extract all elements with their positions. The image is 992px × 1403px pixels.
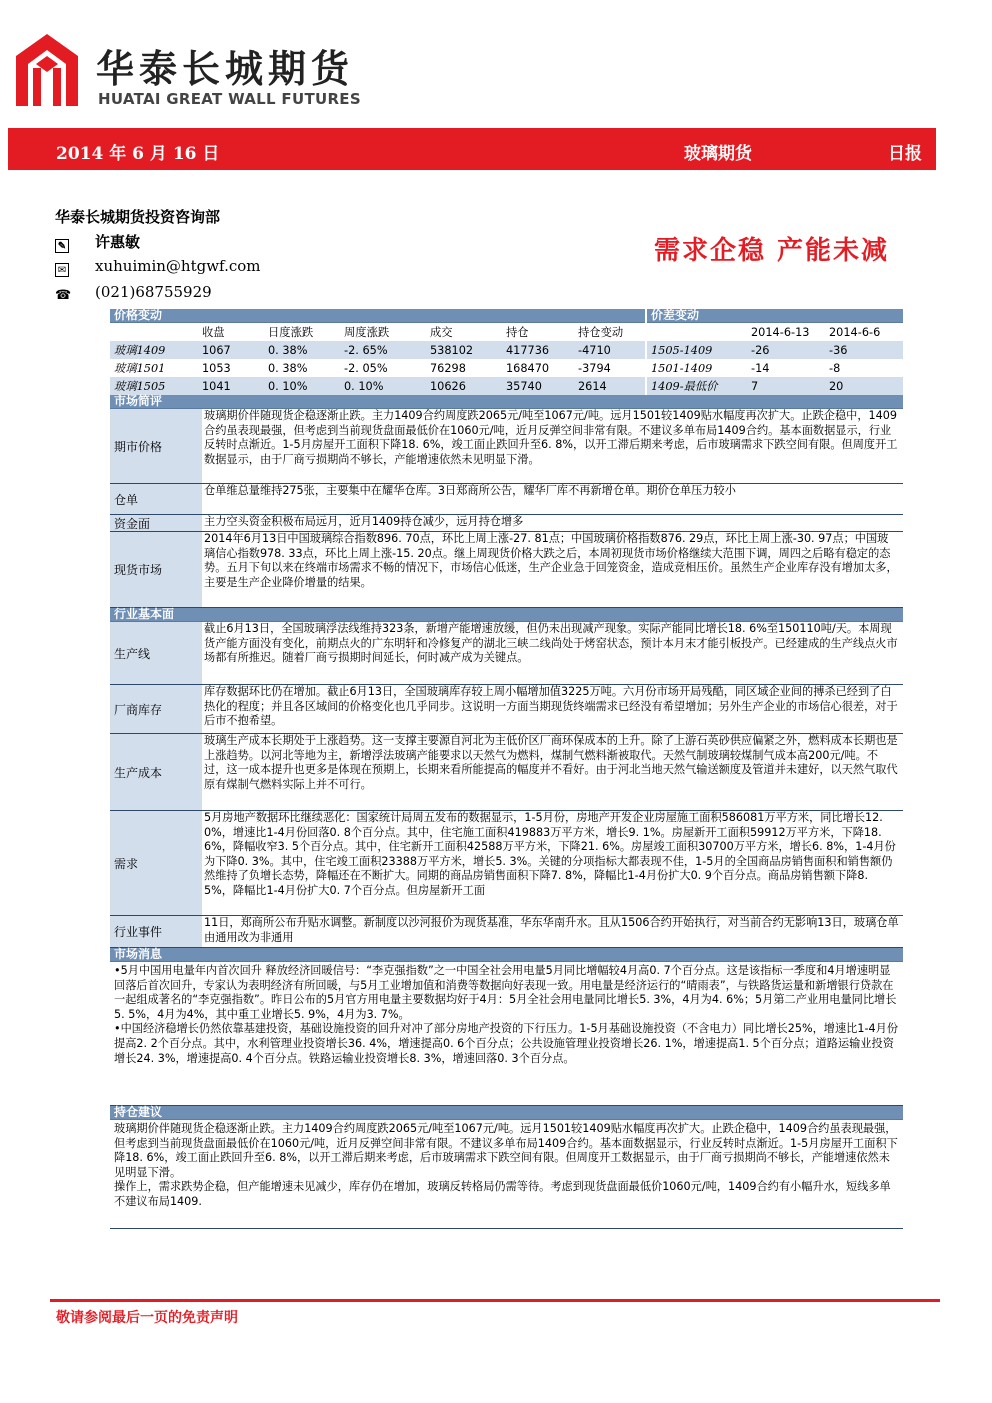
market-row bbox=[110, 515, 903, 532]
spread-row bbox=[647, 377, 903, 395]
row-text: 截止6月13日，全国玻璃浮法线维持323条，新增产能增速放缓，但仍未出现减产现象。实际产能同比增长18. 6%至150110吨/天。本周现货产能方面没有变化，前期点火的广东明轩和冷修复产的湖北三峡二线尚处于烤窑状态，预计本月末才能引板投产。已经建成的生产线点火市场都有所推迟。随着厂商亏损期时间延长，何时减产成为关键点。 bbox=[204, 622, 898, 665]
brand-name-en: HUATAI GREAT WALL FUTURES bbox=[98, 90, 361, 108]
price-cell: -4710 bbox=[574, 341, 645, 359]
price-header: 持仓变动 bbox=[578, 326, 624, 339]
price-cell: 玻璃1501 bbox=[114, 362, 166, 375]
row-text: 仓单维总量维持275张，主要集中在耀华仓库。3日郑商所公告，耀华厂库不再新增仓单。期价仓单压力较小 bbox=[204, 484, 736, 497]
row-text: 11日，郑商所公布升贴水调整。新制度以沙河报价为现货基准，华东华南升水。且从1506合约开始执行，对当前合约无影响13日，玻璃仓单由通用改为非通用 bbox=[204, 916, 899, 944]
report-body bbox=[110, 309, 903, 1229]
report-header-bar bbox=[8, 128, 936, 170]
price-cell: -3794 bbox=[578, 361, 611, 375]
spread-header: 2014-6-13 bbox=[751, 325, 810, 339]
price-header bbox=[110, 323, 198, 341]
price-cell: 538102 bbox=[426, 341, 502, 359]
spread-row bbox=[647, 359, 903, 377]
market-row bbox=[110, 409, 903, 484]
phone-row bbox=[55, 283, 212, 303]
envelope-icon: ✉ bbox=[55, 263, 69, 277]
advice-title: 持仓建议 bbox=[110, 1106, 903, 1120]
report-product: 玻璃期货 bbox=[684, 144, 752, 164]
price-cell: 417736 bbox=[502, 341, 574, 359]
row-label: 需求 bbox=[110, 811, 202, 915]
fundamentals-row bbox=[110, 811, 903, 916]
spread-row bbox=[647, 341, 903, 359]
price-table bbox=[110, 323, 645, 395]
row-text: 5月房地产数据环比继续恶化：国家统计局周五发布的数据显示，1-5月份，房地产开发企业房屋施工面积586081万平方米，同比增长12. 0%，增速比1-4月份回落0. 8个百分点。其中，住宅施工面积419883万平方米，增长9. 1%。房屋新开工面积59912万平方米，下降18. 6%，降幅收窄3. 5个百分点。其中，住宅新开工面积42588万平方米，下降21. 6%。房屋竣工面积30700万平方米，增长6. 8%，1-4月份为下降0. 3%。其中，住宅竣工面积23388万平方米，增长5. 3%。关键的分项指标大都表现不佳，1-5月的全国商品房销售面积和销售额仍然维持了负增长态势，降幅还在不断扩大。同期的商品房销售面积下降7. 8%，降幅比1-4月份扩大0. 9个百分点。商品房销售额下降8. 5%，降幅比1-4月份扩大0. 7个百分点。但房屋新开工面 bbox=[204, 811, 896, 897]
advice-item: 玻璃期价伴随现货企稳逐渐止跌。主力1409合约周度跌2065元/吨至1067元/吨。远月1501较1409贴水幅度再次扩大。止跌企稳中，1409合约虽表现最强，但考虑到当前现货盘面最低价在1060元/吨，近月反弹空间非常有限。不建议多单布局1409合约。基本面数据显示，行业反转时点渐近。1-5月房屋开工面积下降18. 6%，竣工面止跌回升至6. 8%，以开工滞后期来考虑，后市玻璃需求下跌空间有限。但周度开工数据显示，由于厂商亏损期尚不够长，产能增速依然未见明显下滑。 bbox=[114, 1122, 898, 1179]
report-date: 2014 年 6 月 16 日 bbox=[56, 144, 220, 164]
fundamentals-title: 行业基本面 bbox=[110, 608, 903, 622]
price-cell: 玻璃1409 bbox=[110, 341, 198, 359]
price-cell: 0. 38% bbox=[268, 361, 308, 375]
price-cell: 0. 10% bbox=[340, 377, 426, 395]
price-cell: 玻璃1505 bbox=[110, 377, 198, 395]
price-row bbox=[110, 341, 645, 359]
report-headline: 需求企稳 产能未减 bbox=[654, 236, 890, 266]
price-header: 收盘 bbox=[202, 326, 225, 339]
row-label: 仓单 bbox=[110, 484, 202, 514]
spread-cell: -14 bbox=[751, 361, 770, 375]
footer-divider bbox=[50, 1299, 940, 1302]
row-label: 行业事件 bbox=[110, 916, 202, 947]
news-box bbox=[110, 962, 903, 1106]
advice-box bbox=[110, 1120, 903, 1229]
spread-change-panel bbox=[645, 309, 903, 395]
spread-cell: 20 bbox=[825, 377, 903, 395]
spread-header bbox=[647, 323, 747, 341]
analyst-row bbox=[55, 231, 140, 253]
fundamentals-row bbox=[110, 916, 903, 948]
email-row bbox=[55, 257, 261, 277]
fundamentals-row bbox=[110, 685, 903, 734]
row-label: 现货市场 bbox=[110, 532, 202, 607]
price-change-title: 价格变动 bbox=[110, 309, 645, 323]
row-text: 2014年6月13日中国玻璃综合指数896. 70点，环比上周上涨-27. 81点；中国玻璃价格指数876. 29点，环比上周上涨-30. 97点；中国玻璃信心指数978. 33点，环比上周上涨-15. 20点。继上周现货价格大跌之后，本周初现货市场价格继续大范围下调，周四之后略有稳定的态势。五月下旬以来在终端市场需求不畅的情况下，市场信心低迷，生产企业急于回笼资金，造成竞相压价。虽然生产企业库存没有增加太多，主要是生产企业降价增量的结果。 bbox=[204, 532, 898, 589]
price-header: 持仓 bbox=[506, 326, 529, 339]
spread-cell: 1505-1409 bbox=[647, 341, 747, 359]
price-cell: -2. 05% bbox=[344, 361, 388, 375]
price-header: 周度涨跌 bbox=[344, 326, 390, 339]
news-item: •中国经济稳增长仍然依靠基建投资，基础设施投资的回升对冲了部分房地产投资的下行压力。1-5月基础设施投资（不含电力）同比增长25%，增速比1-4月份提高2. 2个百分点。其中，水利管理业投资增长36. 4%，增速提高0. 6个百分点；公共设施管理业投资增长26. 1%，增速提高1. 5个百分点；道路运输业投资增长24. 3%，增速提高0. 4个百分点。铁路运输业投资增长8. 3%，增速回落0. 3个百分点。 bbox=[114, 1022, 899, 1065]
spread-cell: -8 bbox=[829, 361, 841, 375]
spread-cell: -26 bbox=[747, 341, 825, 359]
department: 华泰长城期货投资咨询部 bbox=[55, 208, 221, 226]
price-header: 成交 bbox=[430, 326, 453, 339]
price-cell: 10626 bbox=[426, 377, 502, 395]
row-text: 玻璃生产成本长期处于上涨趋势。这一支撑主要源自河北为主低价区厂商环保成本的上升。除了上游石英砂供应偏紧之外，燃料成本长期也是上涨趋势。以河北等地为主，新增浮法玻璃产能要求以天然气为燃料，煤制气燃料渐被取代。天然气制玻璃较煤制气成本高200元/吨。不过，这一成本提升也更多是体现在预期上，长期来看所能提高的幅度并不看好。由于河北当地天然气输送额度及管道并未建好，以天然气取代原有煤制气燃料实际上并不可行。 bbox=[204, 734, 898, 791]
company-logo bbox=[16, 34, 78, 106]
market-row bbox=[110, 484, 903, 515]
price-cell: 2614 bbox=[574, 377, 645, 395]
row-label: 资金面 bbox=[110, 515, 202, 531]
row-text: 玻璃期价伴随现货企稳逐渐止跌。主力1409合约周度跌2065元/吨至1067元/吨。远月1501较1409贴水幅度再次扩大。止跌企稳中，1409合约虽表现最强，但考虑到当前现货盘面最低价在1060元/吨，近月反弹空间非常有限。不建议多单布局1409合约。基本面数据显示，行业反转时点渐近。1-5月房屋开工面积下降18. 6%，竣工面止跌回升至6. 8%，以开工滞后期来考虑，后市玻璃需求下跌空间有限。但周度开工数据显示，由于厂商亏损期尚不够长，产能增速依然未见明显下滑。 bbox=[204, 409, 898, 466]
market-review-title: 市场简评 bbox=[110, 395, 903, 409]
spread-cell: 1409-最低价 bbox=[647, 377, 747, 395]
pen-icon: ✎ bbox=[55, 239, 69, 253]
analyst-email[interactable]: xuhuimin@htgwf.com bbox=[95, 257, 261, 275]
row-text: 库存数据环比仍在增加。截止6月13日，全国玻璃库存较上周小幅增加值3225万吨。六月份市场开局残酷，同区域企业间的搏杀已经到了白热化的程度；并且各区域间的价格变化也几乎同步。这说明一方面当期现货终端需求已经没有希望增加；另外生产企业的市场信心很差，对于后市不抱希望。 bbox=[204, 685, 898, 728]
phone-icon: ☎ bbox=[55, 288, 72, 303]
price-row bbox=[110, 377, 645, 395]
disclaimer-note: 敬请参阅最后一页的免责声明 bbox=[56, 1310, 238, 1326]
price-row bbox=[110, 359, 645, 377]
spread-header: 2014-6-6 bbox=[829, 325, 881, 339]
spread-cell: 1501-1409 bbox=[651, 361, 713, 375]
price-cell: 1053 bbox=[202, 361, 231, 375]
news-item: •5月中国用电量年内首次回升 释放经济回暖信号：“李克强指数”之一中国全社会用电量5月同比增幅较4月高0. 7个百分点。这是该指标一季度和4月增速明显回落后首次回升，专家认为表明经济有所回暖，与5月工业增加值和消费等数据向好表现一致。用电量是经济运行的“晴雨表”，与铁路货运量和新增银行贷款在一起组成著名的“李克强指数”。昨日公布的5月官方用电量主要数据均好于4月：5月全社会用电量同比增长5. 3%，4月为4. 6%；5月第二产业用电量同比增长5. 5%，4月为4%，其中重工业增长5. 9%，4月为3. 7%。 bbox=[114, 964, 897, 1021]
price-cell: 1067 bbox=[198, 341, 264, 359]
fundamentals-row bbox=[110, 734, 903, 811]
spread-header-row bbox=[647, 323, 903, 341]
price-cell: 76298 bbox=[430, 361, 466, 375]
spread-cell: 7 bbox=[747, 377, 825, 395]
row-label: 厂商库存 bbox=[110, 685, 202, 733]
price-change-panel bbox=[110, 309, 645, 395]
price-cell: 168470 bbox=[506, 361, 550, 375]
brand-name-cn: 华泰长城期货 bbox=[96, 47, 355, 91]
analyst-name: 许惠敏 bbox=[95, 233, 141, 251]
spread-change-title: 价差变动 bbox=[647, 309, 903, 323]
row-label: 生产线 bbox=[110, 622, 202, 684]
fundamentals-row bbox=[110, 622, 903, 685]
analyst-phone: (021)68755929 bbox=[95, 283, 212, 301]
spread-table bbox=[647, 323, 903, 395]
row-text: 主力空头资金积极布局远月，近月1409持仓减少，远月持仓增多 bbox=[204, 515, 524, 528]
price-cell: -2. 65% bbox=[340, 341, 426, 359]
advice-item: 操作上，需求跌势企稳，但产能增速未见减少，库存仍在增加，玻璃反转格局仍需等待。考虑到现货盘面最低价1060元/吨，1409合约有小幅升水，短线多单不建议布局1409. bbox=[114, 1180, 891, 1208]
price-cell: 0. 38% bbox=[264, 341, 340, 359]
price-section bbox=[110, 309, 903, 395]
price-cell: 0. 10% bbox=[264, 377, 340, 395]
report-type: 日报 bbox=[888, 144, 922, 164]
price-cell: 35740 bbox=[502, 377, 574, 395]
row-label: 生产成本 bbox=[110, 734, 202, 810]
news-title: 市场消息 bbox=[110, 948, 903, 962]
price-header-row bbox=[110, 323, 645, 341]
row-label: 期市价格 bbox=[110, 409, 202, 483]
price-header: 日度涨跌 bbox=[268, 326, 314, 339]
spread-cell: -36 bbox=[825, 341, 903, 359]
market-row bbox=[110, 532, 903, 608]
price-cell: 1041 bbox=[198, 377, 264, 395]
